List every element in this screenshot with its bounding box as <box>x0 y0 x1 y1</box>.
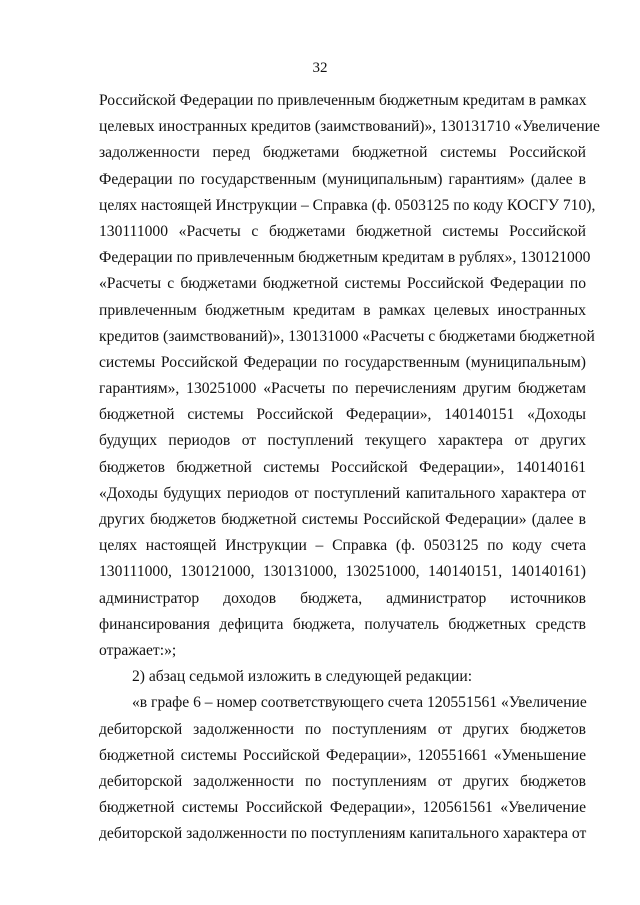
text-line: Российской Федерации по привлеченным бюджетным кредитам в рамках <box>99 92 587 109</box>
text-line: системы Российской Федерации по государственным (муниципальным) <box>99 353 586 371</box>
text-line: 130111000 «Расчеты с бюджетами бюджетной системы Российской <box>99 222 586 240</box>
text-line: бюджетной системы Российской Федерации», 140140151 «Доходы <box>99 406 586 424</box>
text-line: «Доходы будущих периодов от поступлений капитального характера от <box>99 484 586 502</box>
text-line: дебиторской задолженности по поступлениям капитального характера от <box>99 825 587 843</box>
text-line: бюджетной системы Российской Федерации», 120551661 «Уменьшение <box>99 746 586 764</box>
page-number: 32 <box>312 60 328 76</box>
text-line: 130111000, 130121000, 130131000, 130251000, 140140151, 140140161) <box>99 563 586 581</box>
text-line: бюджетов бюджетной системы Российской Федерации», 140140161 <box>99 458 586 476</box>
text-line: задолженности перед бюджетами бюджетной системы Российской <box>99 144 586 162</box>
text-line: финансирования дефицита бюджета, получатель бюджетных средств <box>99 615 586 633</box>
text-line: целевых иностранных кредитов (заимствований)», 130131710 «Увеличение <box>99 118 600 136</box>
text-line: Федерации по государственным (муниципальным) гарантиям» (далее в <box>99 170 586 188</box>
document-body <box>99 88 600 847</box>
text-line: «Расчеты с бюджетами бюджетной системы Российской Федерации по <box>99 275 586 293</box>
text-line: «в графе 6 – номер соответствующего счета 120551561 «Увеличение <box>132 694 587 712</box>
text-line: кредитов (заимствований)», 130131000 «Расчеты с бюджетами бюджетной <box>99 327 595 345</box>
text-line: будущих периодов от поступлений текущего характера от других <box>99 432 586 450</box>
text-line: других бюджетов бюджетной системы Российской Федерации» (далее в <box>99 511 586 528</box>
text-line: привлеченным бюджетным кредитам в рамках целевых иностранных <box>99 301 586 319</box>
text-line: 2) абзац седьмой изложить в следующей редакции: <box>132 668 473 686</box>
text-line: дебиторской задолженности по поступлениям от других бюджетов <box>99 772 586 790</box>
text-line: администратор доходов бюджета, администратор источников <box>99 589 586 607</box>
text-line: отражает:»; <box>99 641 177 659</box>
text-line: Федерации по привлеченным бюджетным кредитам в рублях», 130121000 <box>99 249 591 267</box>
text-line: целях настоящей Инструкции – Справка (ф. 0503125 по коду счета <box>99 537 586 555</box>
text-line: бюджетной системы Российской Федерации», 120561561 «Увеличение <box>99 799 586 817</box>
text-line: дебиторской задолженности по поступлениям от других бюджетов <box>99 720 586 738</box>
text-line: целях настоящей Инструкции – Справка (ф. 0503125 по коду КОСГУ 710), <box>99 196 596 214</box>
text-line: гарантиям», 130251000 «Расчеты по перечислениям другим бюджетам <box>99 380 586 398</box>
